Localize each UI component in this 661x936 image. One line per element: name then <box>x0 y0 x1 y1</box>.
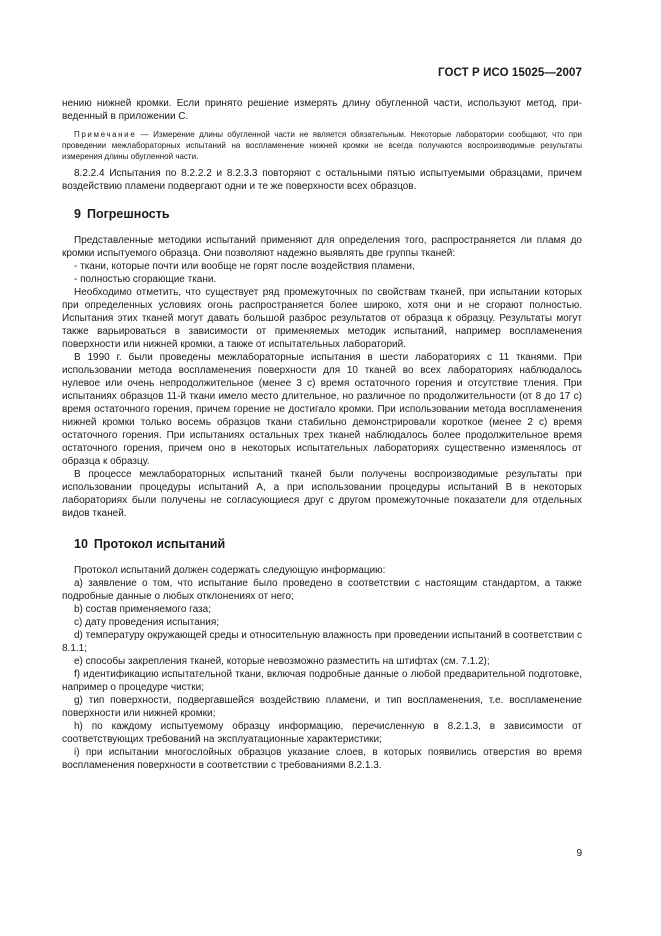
paragraph: Необходимо отметить, что существует ряд промежуточных по свойствам тканей, при испытании которых при определенных условиях огонь распространяется более широко, хотя они и не сгорают полностью. Испытания этих тканей могут давать большой разброс результатов от образца к образцу. Результаты могут также варьироваться в зависимости от применяемых методик испытаний, например воспламенения поверхности или нижней кромки, а также от испытательных лабораторий. <box>62 287 582 350</box>
list-item: e) способы закрепления тканей, которые невозможно разместить на штифтах (см. 7.1.2); <box>74 656 490 667</box>
paragraph: Представленные методики испытаний применяют для определения того, распространяется ли пламя до кромки испытуемого образца. Они позволяют надежно выявлять две группы тканей: <box>62 235 582 259</box>
section-number: 10 <box>74 537 88 551</box>
list-item: d) температуру окружающей среды и относительную влажность при проведении испытаний в соответствии с 8.1.1; <box>62 630 582 654</box>
paragraph: В процессе межлабораторных испытаний тканей были получены воспроизводимые результаты при использовании процедуры испытаний А, а при использовании процедуры испытаний В в некоторых лабораториях были получены не согласующиеся друг с другом промежуточные показатели для отдельных видов тканей. <box>62 469 582 519</box>
list-item: h) по каждому испытуемому образцу информацию, перечисленную в 8.2.1.3, в зависимости от соответствующих требований на эксплуатационные характеристики; <box>62 721 582 745</box>
note <box>62 129 582 162</box>
section-title: Протокол испытаний <box>93 537 226 551</box>
note-label: Примечание <box>74 130 137 139</box>
section-title: Погрешность <box>86 207 170 221</box>
list-item: g) тип поверхности, подвергавшейся воздействию пламени, и тип воспламенения, т.е. воспламенение поверхности или нижней кромки; <box>62 695 582 719</box>
paragraph: В 1990 г. были проведены межлабораторные испытания в шести лабораториях с 11 тканями. При использовании метода воспламенения поверхности для 10 тканей во всех лабораториях наблюдалось нулевое или очень непродолжительное (менее 3 с) время остаточного горения и отсутствие тления. При испытаниях образцов 11-й ткани имело место длительное, но различное по продолжительности (от 8 до 17 с) время остаточного горения, причем горение не достигало кромки. При использовании метода воспламенения нижней кромки только восемь образцов ткани стабильно демонстрировали короткое (менее 2 с) время остаточного горения. При испытаниях остальных трех тканей наблюдалось более продолжительное время остаточного горения, причем оно в некоторых испытательных лабораториях существенно изменялось от образца к образцу. <box>62 352 582 467</box>
page-number: 9 <box>576 848 582 859</box>
list-item: i) при испытании многослойных образцов указание слоев, в которых появились отверстия во время воспламенения поверхности в соответствии с требованиями 8.2.1.3. <box>62 747 582 771</box>
list-item: - полностью сгорающие ткани. <box>74 274 217 285</box>
paragraph-continuation: нению нижней кромки. Если принято решение измерять длину обугленной части, используют метод, приведенный в приложении С. <box>62 98 582 122</box>
document-header: ГОСТ Р ИСО 15025—2007 <box>437 67 582 79</box>
list-item: b) состав применяемого газа; <box>74 604 211 615</box>
section-heading-9 <box>74 208 582 221</box>
document-body <box>62 97 582 772</box>
paragraph: Протокол испытаний должен содержать следующую информацию: <box>74 565 386 576</box>
section-heading-10 <box>74 538 582 551</box>
list-item: - ткани, которые почти или вообще не горят после воздействия пламени, <box>74 261 415 272</box>
list-item: c) дату проведения испытания; <box>74 617 220 628</box>
paragraph-8-2-2-4: 8.2.2.4 Испытания по 8.2.2.2 и 8.2.3.3 повторяют с остальными пятью испытуемыми образцами, причем воздействию пламени подвергают одни и те же поверхности всех образцов. <box>62 168 582 192</box>
list-item: а) заявление о том, что испытание было проведено в соответствии с настоящим стандартом, а также подробные данные о любых отклонениях от него; <box>62 578 582 602</box>
note-text: — Измерение длины обугленной части не является обязательным. Некоторые лаборатории сообщают, что при проведении межлабораторных испытаний на воспламенение нижней кромки не всегда получаются воспроизводимые результаты измерения длины обугленной части. <box>62 130 582 161</box>
list-item: f) идентификацию испытательной ткани, включая подробные данные о любой предварительной подготовке, например о процедуре чистки; <box>62 669 582 693</box>
section-number: 9 <box>74 207 81 221</box>
